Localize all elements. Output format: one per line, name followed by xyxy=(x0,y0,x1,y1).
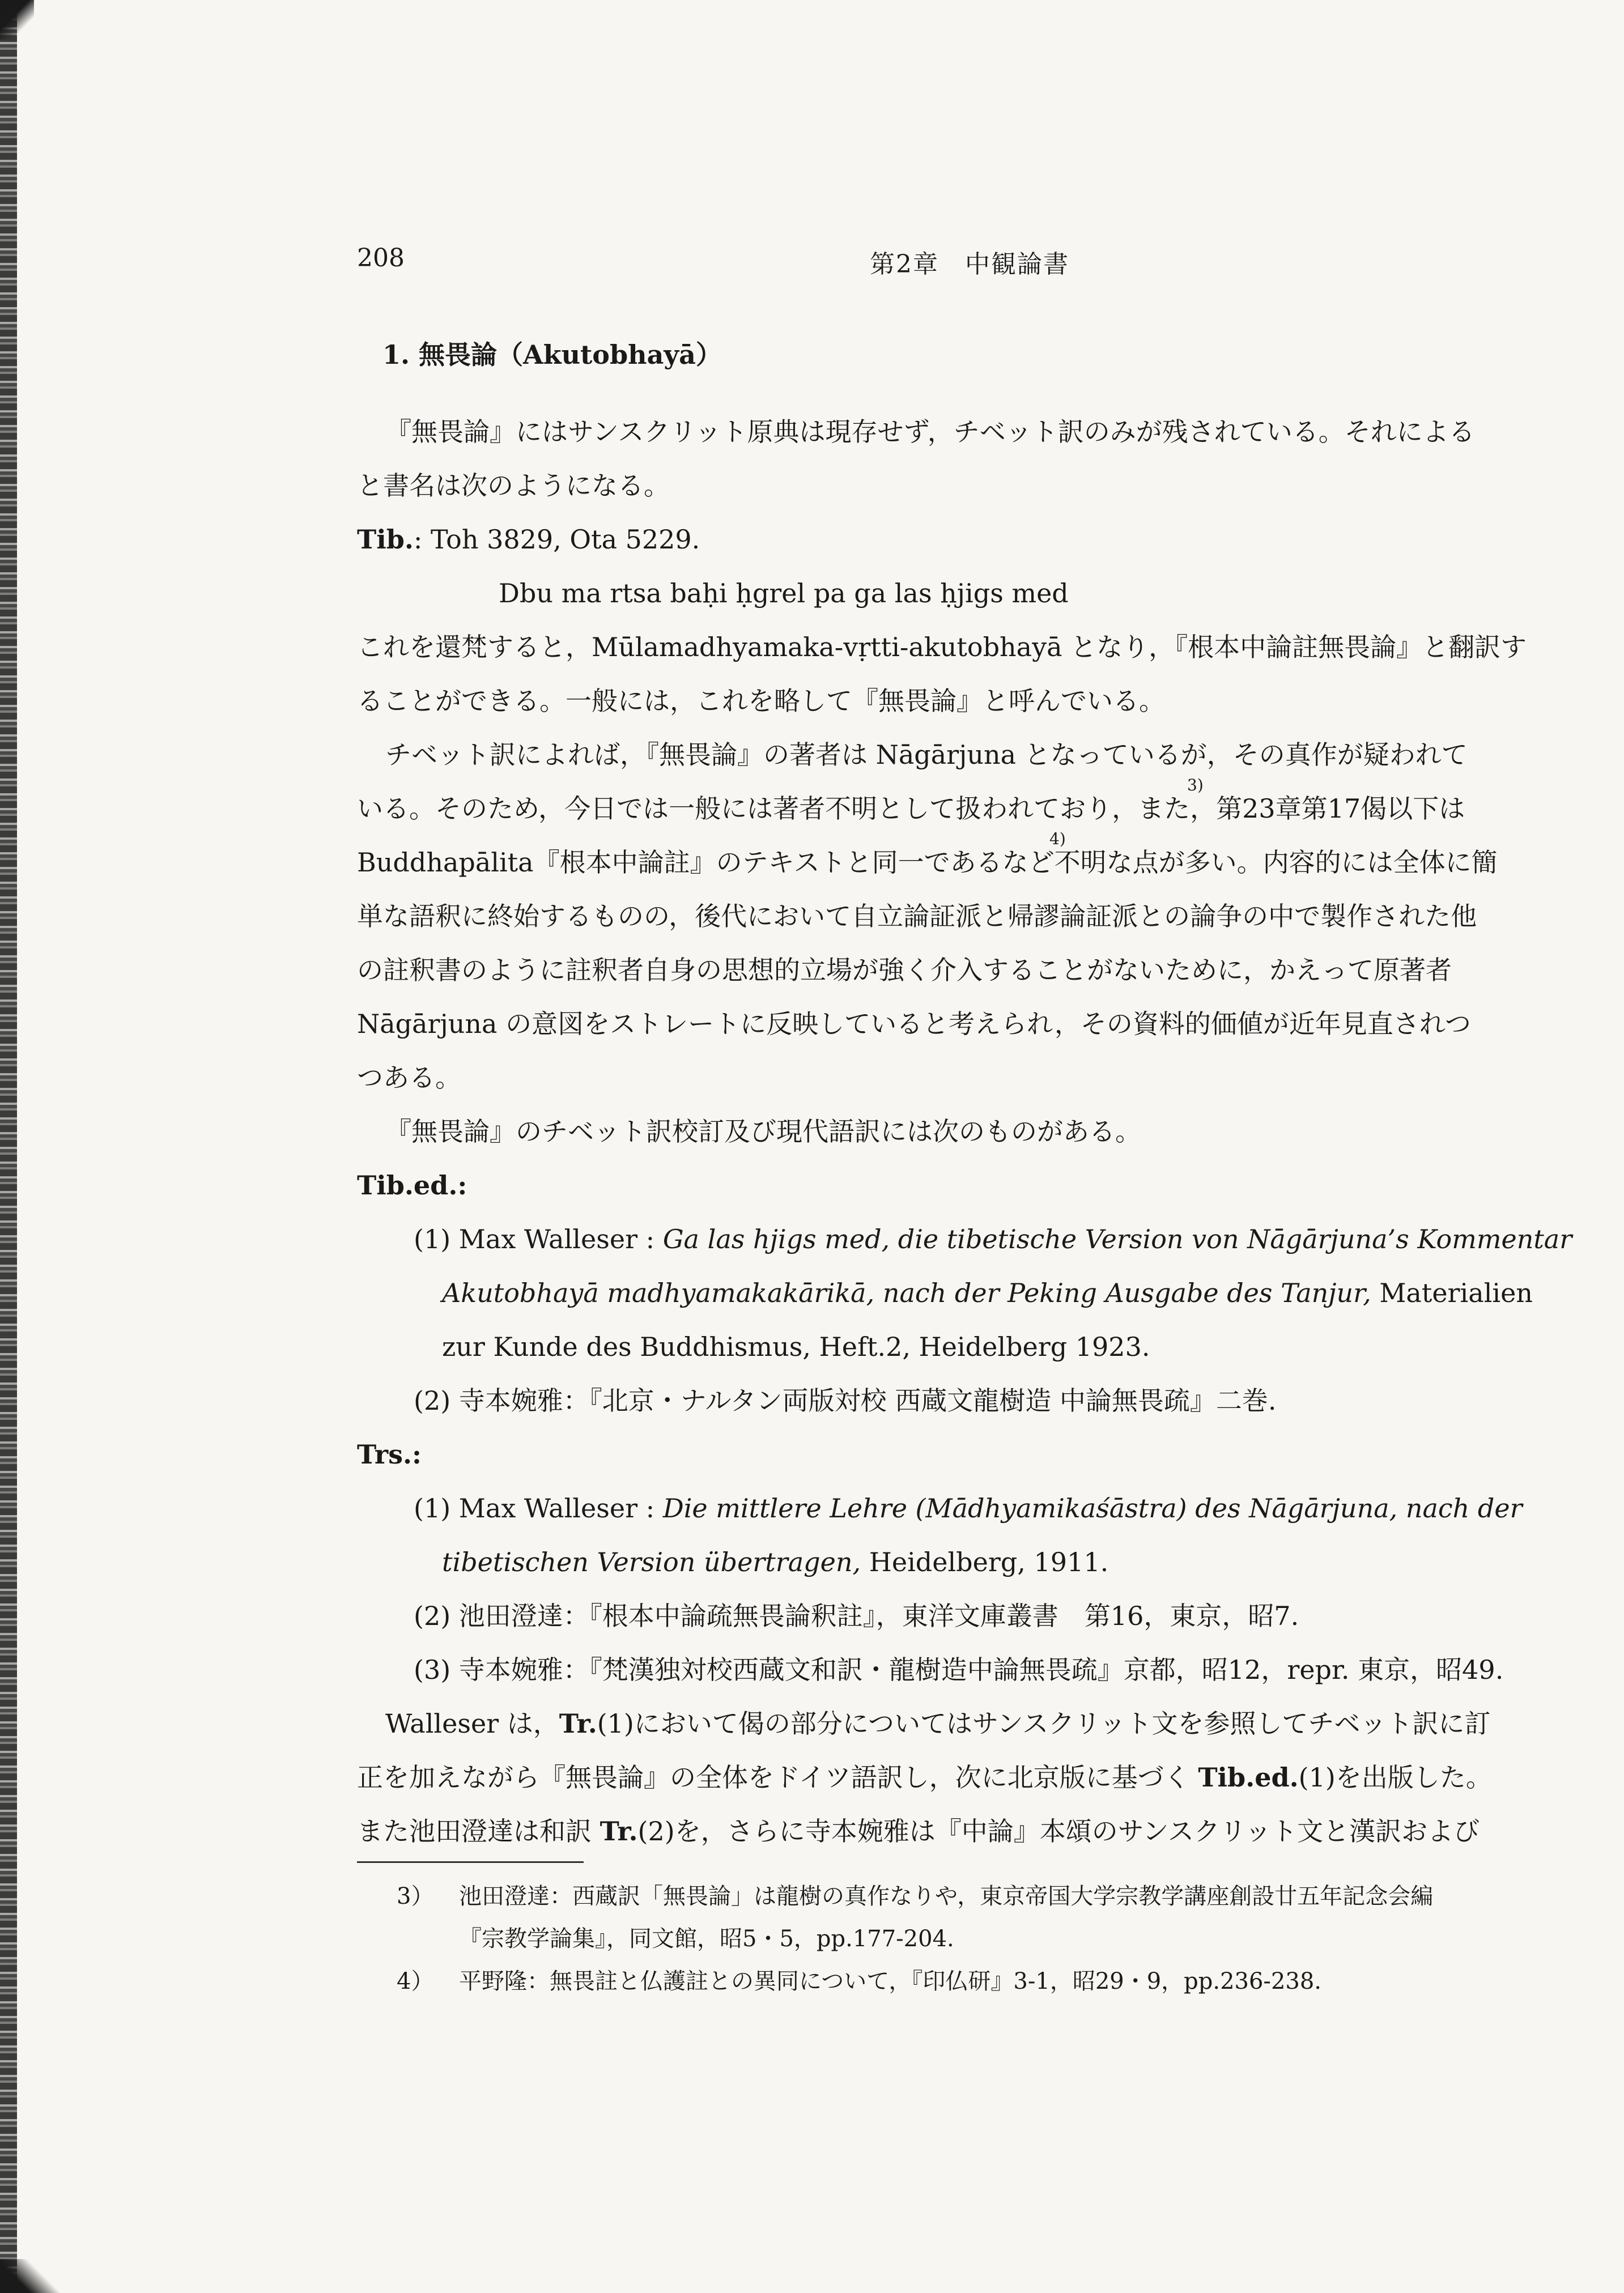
bib-title: Ga las hjigs med, die tibetische Version von Nāgārjuna’s Kommentar xyxy=(662,1224,1572,1254)
footnote-text: 平野隆：無畏註と仏護註との異同について，『印仏研』3-1，昭29・9，pp.236-238. xyxy=(459,1968,1322,1994)
bib-entry-cont xyxy=(357,1535,1570,1589)
text-span: (1)において偈の部分についてはサンスクリット文を参照してチベット訳に訂 xyxy=(597,1708,1491,1739)
text-span: また池田澄達は和訳 xyxy=(357,1816,600,1847)
bib-num: (3) xyxy=(414,1654,451,1685)
bib-publisher: Heidelberg, 1911. xyxy=(869,1547,1109,1577)
footnote-3-cont: 『宗教学論集』，同文館，昭5・5，pp.177-204. xyxy=(459,1926,954,1952)
text-span: 正を加えながら『無畏論』の全体をドイツ語訳し，次に北京版に基づく xyxy=(357,1762,1198,1793)
text-span: Walleser は， xyxy=(385,1708,559,1739)
bib-entry xyxy=(357,1374,1570,1428)
bib-entry xyxy=(357,1213,1570,1266)
bib-entry xyxy=(357,1643,1570,1697)
text-line: チベット訳によれば，『無畏論』の著者は Nāgārjuna となっているが，その真作が疑われて xyxy=(385,739,1468,770)
text-line: つある。 xyxy=(357,1062,461,1093)
bib-num: (1) xyxy=(414,1493,451,1524)
text-line: 『無畏論』のチベット訳校訂及び現代語訳には次のものがある。 xyxy=(385,1116,1141,1147)
footnote-3 xyxy=(397,1875,1570,1918)
bib-num: (2) xyxy=(414,1385,451,1416)
bib-text: 寺本婉雅：『梵漢独対校西蔵文和訳・龍樹造中論無畏疏』京都，昭12，repr. 東京，昭49. xyxy=(458,1654,1504,1685)
text-line-content: Buddhapālita『根本中論註』のテキストと同一であるなど不明な点が多い。内容的には全体に簡 xyxy=(357,847,1498,878)
text-bold: Tr. xyxy=(600,1816,638,1847)
page-header xyxy=(357,244,1575,278)
tib-ed-heading xyxy=(357,1159,1570,1213)
text-span: (2)を，さらに寺本婉雅は『中論』本頌のサンスクリット文と漢訳および xyxy=(637,1816,1480,1847)
text-bold: Tr. xyxy=(559,1708,597,1739)
text-line-content: いる。そのため，今日では一般には著者不明として扱われており，また，第23章第17偈以下は xyxy=(357,793,1465,824)
bib-text: 池田澄達：『根本中論疏無畏論釈註』，東洋文庫叢書 第16，東京，昭7. xyxy=(458,1601,1299,1631)
text-line: 単な語釈に終始するものの，後代において自立論証派と帰謬論証派との論争の中で製作された他 xyxy=(357,901,1477,931)
footnote-rule xyxy=(357,1861,584,1863)
bib-title: tibetischen Version übertragen, xyxy=(442,1547,861,1577)
main-text xyxy=(357,405,1570,1858)
bib-entry xyxy=(357,1482,1570,1535)
footnote-mark-4: 4) xyxy=(1049,829,1066,848)
text-line: の註釈書のように註釈者自身の思想的立場が強く介入することがないために，かえって原著者 xyxy=(357,955,1452,985)
trs-heading xyxy=(357,1428,1570,1482)
colon: : xyxy=(412,1439,422,1470)
tibetan-title: Dbu ma rtsa baḥi ḥgrel pa ga las ḥjigs med xyxy=(499,578,1069,609)
bib-num: (1) xyxy=(414,1224,451,1254)
scan-edge xyxy=(0,0,17,2293)
text-span: (1)を出版した。 xyxy=(1298,1762,1492,1793)
bib-text: 寺本婉雅：『北京・ナルタン両版対校 西蔵文龍樹造 中論無畏疏』二巻. xyxy=(458,1385,1277,1416)
bib-num: (2) xyxy=(414,1601,451,1631)
footnote-number: 4） xyxy=(397,1968,434,1994)
bib-author: Max Walleser : xyxy=(458,1224,655,1254)
tib-ed-label: Tib.ed. xyxy=(357,1170,458,1201)
tib-ref-text: : Toh 3829, Ota 5229. xyxy=(413,524,700,555)
scan-corner-bottom xyxy=(0,2259,68,2293)
text-line xyxy=(357,1751,1570,1805)
footnote-text: 池田澄達：西蔵訳「無畏論」は龍樹の真作なりや，東京帝国大学宗教学講座創設廿五年記念会編 xyxy=(459,1883,1434,1909)
tib-label: Tib. xyxy=(357,524,414,555)
footnote-number: 3） xyxy=(397,1883,434,1909)
running-head: 第2章 中観論書 xyxy=(870,250,1069,279)
footnote-mark-3: 3) xyxy=(1187,776,1204,794)
bib-author: Max Walleser : xyxy=(458,1493,655,1524)
text-line xyxy=(357,1805,1570,1858)
text-line xyxy=(357,776,1570,836)
colon: : xyxy=(457,1170,467,1201)
text-line: これを還梵すると，Mūlamadhyamaka-vṛtti-akutobhayā となり，『根本中論註無畏論』と翻訳す xyxy=(357,632,1527,662)
section-title: 1. 無畏論（Akutobhayā） xyxy=(382,339,722,370)
bib-entry xyxy=(357,1589,1570,1643)
text-bold: Tib.ed. xyxy=(1198,1762,1299,1793)
tib-reference xyxy=(357,513,1570,567)
bib-title: Die mittlere Lehre (Mādhyamikaśāstra) des Nāgārjuna, nach der xyxy=(662,1493,1523,1524)
text-line: ることができる。一般には，これを略して『無畏論』と呼んでいる。 xyxy=(357,686,1165,716)
scan-edge-top xyxy=(0,0,34,40)
footnotes xyxy=(397,1875,1570,2003)
text-line: Nāgārjuna の意図をストレートに反映していると考えられ，その資料的価値が近年見直されつ xyxy=(357,1009,1471,1039)
footnote-4 xyxy=(397,1960,1570,2003)
page-number: 208 xyxy=(357,244,405,273)
bib-entry-cont: zur Kunde des Buddhismus, Heft.2, Heidelberg 1923. xyxy=(442,1331,1150,1362)
bib-entry-cont xyxy=(357,1266,1570,1320)
bib-title: Akutobhayā madhyamakakārikā, nach der Peking Ausgabe des Tanjur, xyxy=(442,1278,1371,1308)
bib-publisher: Materialien xyxy=(1379,1278,1533,1308)
trs-label: Trs. xyxy=(357,1439,413,1470)
text-line xyxy=(357,829,1570,890)
text-line xyxy=(357,1697,1570,1751)
text-line: 『無畏論』にはサンスクリット原典は現存せず，チベット訳のみが残されている。それによる xyxy=(385,416,1475,447)
text-line: と書名は次のようになる。 xyxy=(357,470,670,501)
